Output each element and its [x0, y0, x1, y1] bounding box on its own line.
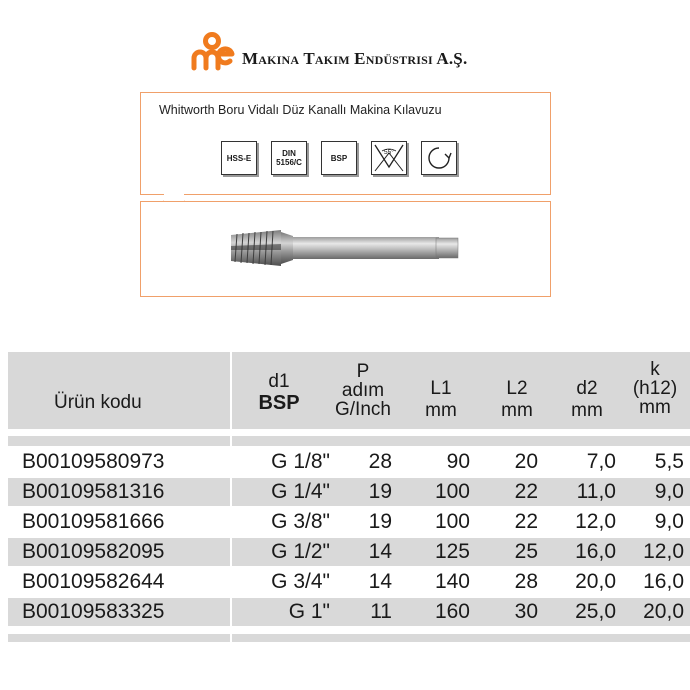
bsp-label: BSP: [330, 153, 348, 163]
table-row: [8, 538, 690, 566]
cell-d1: G 1/4": [271, 480, 330, 503]
bsp-icon: [321, 141, 357, 175]
cell-d2: 11,0: [576, 480, 616, 503]
table-bottom-band: [8, 634, 690, 642]
rotation-arrow-graphic: [426, 145, 452, 171]
table-row: [8, 448, 690, 476]
cell-l2: 22: [514, 510, 538, 533]
header-d2-line1: d2: [576, 378, 598, 399]
cell-code: B00109581666: [22, 510, 165, 533]
cell-d2: 7,0: [586, 450, 616, 473]
header-k: [622, 360, 688, 417]
header-d2-line2: mm: [571, 400, 603, 421]
cell-l1: 100: [434, 480, 470, 503]
product-info-box: [140, 92, 551, 195]
cell-d1: G 1/2": [271, 540, 330, 563]
cell-k: 12,0: [643, 540, 684, 563]
company-name: Makina Takım Endüstrisi A.Ş.: [242, 49, 468, 68]
cell-l1: 90: [446, 450, 470, 473]
cell-l2: 20: [514, 450, 538, 473]
hss-e-label: HSS-E: [226, 153, 252, 163]
cell-l1: 140: [434, 570, 470, 593]
product-image-box: [140, 201, 551, 297]
header-code: Ürün kodu: [54, 392, 142, 413]
cell-d1: G 1": [288, 600, 330, 623]
column-divider: [230, 352, 232, 642]
cell-k: 20,0: [643, 600, 684, 623]
cell-l2: 30: [514, 600, 538, 623]
cell-k: 5,5: [654, 450, 684, 473]
cell-d1: G 3/4": [271, 570, 330, 593]
header-d2: [554, 378, 620, 422]
cell-p: 28: [368, 450, 392, 473]
table-row: [8, 598, 690, 626]
din-label-line2: 5156/C: [276, 158, 302, 167]
header-l2-line2: mm: [501, 400, 533, 421]
header-p-line1: P: [356, 361, 370, 382]
header-l1-line1: L1: [430, 378, 452, 399]
cell-l1: 160: [434, 600, 470, 623]
cell-l2: 28: [514, 570, 538, 593]
cell-code: B00109580973: [22, 450, 165, 473]
hss-e-icon: [221, 141, 257, 175]
header-k-line2: (h12): [632, 378, 678, 399]
cell-k: 9,0: [654, 480, 684, 503]
table-row: [8, 508, 690, 536]
table-row: [8, 478, 690, 506]
cell-k: 16,0: [643, 570, 684, 593]
header-l1: [408, 378, 474, 422]
cell-p: 19: [368, 480, 392, 503]
din-label-line1: DIN: [282, 149, 296, 158]
cell-p: 19: [368, 510, 392, 533]
rotation-icon: [421, 141, 457, 175]
cell-d2: 16,0: [575, 540, 616, 563]
cell-code: B00109582644: [22, 570, 165, 593]
cell-p: 14: [368, 570, 392, 593]
cell-l1: 100: [434, 510, 470, 533]
header-l2-line1: L2: [506, 378, 528, 399]
cell-l1: 125: [434, 540, 470, 563]
feature-icons: [221, 141, 457, 175]
thread-angle-label: 55°: [384, 149, 394, 156]
header-k-line1: k: [650, 359, 660, 380]
cell-l2: 22: [514, 480, 538, 503]
header-d1: [240, 373, 318, 416]
cell-code: B00109581316: [22, 480, 165, 503]
thread-angle-icon: [371, 141, 407, 175]
brand-header: [188, 30, 467, 78]
table-top-band: [8, 436, 690, 446]
header-p: [320, 362, 406, 419]
header-l1-line2: mm: [425, 400, 457, 421]
cell-k: 9,0: [654, 510, 684, 533]
header-d1-line1: d1: [268, 371, 290, 392]
cell-d2: 25,0: [575, 600, 616, 623]
cell-d1: G 3/8": [271, 510, 330, 533]
cell-l2: 25: [514, 540, 538, 563]
cell-p: 11: [370, 600, 392, 623]
din-label: [276, 149, 302, 167]
cell-code: B00109583325: [22, 600, 165, 623]
cell-code: B00109582095: [22, 540, 165, 563]
company-logo-icon: [188, 30, 236, 78]
din-icon: [271, 141, 307, 175]
header-l2: [484, 378, 550, 422]
cell-d1: G 1/8": [271, 450, 330, 473]
cell-d2: 20,0: [575, 570, 616, 593]
table-row: [8, 568, 690, 596]
header-p-line3: G/Inch: [335, 399, 391, 420]
cell-d2: 12,0: [575, 510, 616, 533]
header-d1-line2: BSP: [258, 392, 300, 414]
product-title: Whitworth Boru Vidalı Düz Kanallı Makina Kılavuzu: [159, 103, 442, 117]
header-p-line2: adım: [341, 380, 385, 401]
tap-tool-image: [141, 202, 552, 298]
header-k-line3: mm: [639, 397, 671, 418]
cell-p: 14: [368, 540, 392, 563]
